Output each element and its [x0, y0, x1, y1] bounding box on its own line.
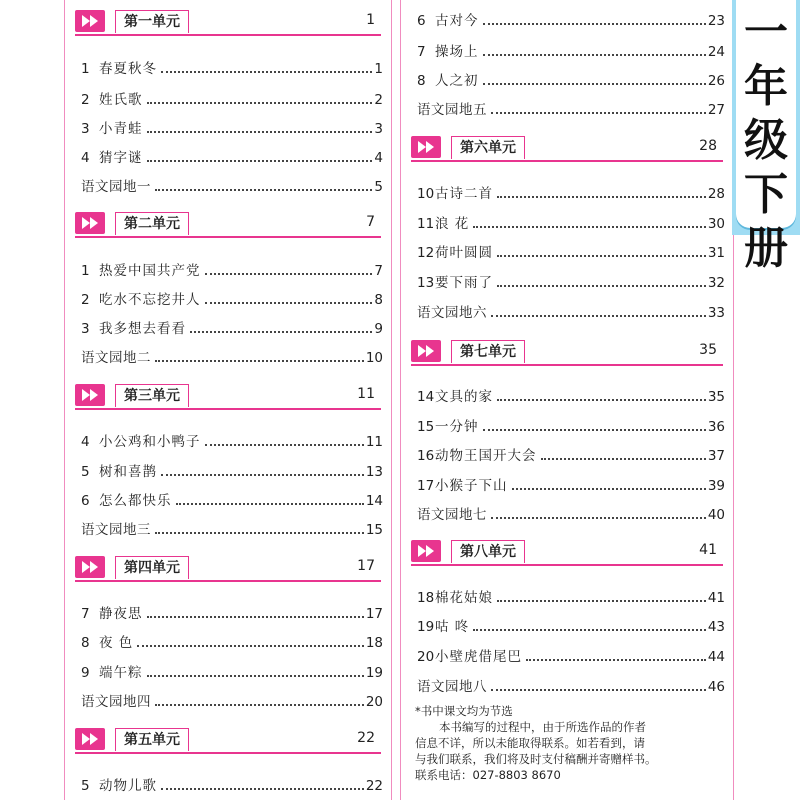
lesson-number: 16: [417, 448, 435, 464]
unit-title: 第八单元: [451, 540, 525, 563]
lesson-title: 小壁虎借尾巴: [435, 649, 522, 665]
excerpt-note: *书中课文均为节选: [415, 704, 513, 718]
toc-entry[interactable]: [81, 597, 383, 623]
dot-leader: [497, 196, 706, 198]
lesson-title: 我多想去看看: [99, 321, 186, 337]
toc-entry-garden[interactable]: [417, 93, 725, 119]
lesson-number: 8: [417, 73, 426, 89]
lesson-number: 9: [81, 665, 90, 681]
unit-header-7: [411, 340, 723, 366]
dot-leader: [147, 102, 373, 104]
toc-entry-garden[interactable]: [417, 670, 725, 696]
lesson-number: 7: [417, 44, 426, 60]
lesson-title: 热爱中国共产党: [99, 263, 201, 279]
dot-leader: [483, 429, 706, 431]
lesson-page: 31: [707, 245, 725, 261]
toc-entry[interactable]: [81, 769, 383, 795]
lesson-title: 春夏秋冬: [99, 61, 157, 77]
lesson-title: 古对今: [435, 13, 479, 29]
dot-leader: [147, 616, 364, 618]
dot-leader: [161, 788, 364, 790]
toc-entry[interactable]: [81, 312, 383, 338]
toc-entry-garden[interactable]: [81, 513, 383, 539]
lesson-number: 20: [417, 649, 435, 665]
lesson-title: 静夜思: [99, 606, 143, 622]
unit-page: 7: [366, 214, 375, 230]
lesson-number: 5: [81, 464, 90, 480]
lesson-number: 3: [81, 121, 90, 137]
dot-leader: [205, 444, 364, 446]
grade-char: 册: [744, 223, 788, 274]
dot-leader: [155, 360, 364, 362]
lesson-page: 15: [365, 522, 383, 538]
unit-title: 第二单元: [115, 212, 189, 235]
lesson-title: 怎么都快乐: [99, 493, 172, 509]
toc-entry[interactable]: [417, 640, 725, 666]
lesson-number: 5: [81, 778, 90, 794]
toc-entry[interactable]: [417, 35, 725, 61]
dot-leader: [526, 659, 706, 661]
lesson-number: 2: [81, 92, 90, 108]
dot-leader: [512, 488, 706, 490]
grade-char: 一: [744, 7, 788, 58]
unit-title: 第三单元: [115, 384, 189, 407]
toc-entry-garden[interactable]: [81, 341, 383, 367]
toc-entry[interactable]: [81, 141, 383, 167]
unit-header-8: [411, 540, 723, 566]
toc-entry-garden[interactable]: [417, 498, 725, 524]
toc-entry[interactable]: [417, 207, 725, 233]
lesson-number: 17: [417, 478, 435, 494]
lesson-title: 动物儿歌: [99, 778, 157, 794]
fast-forward-icon: [411, 340, 441, 362]
lesson-page: 4: [374, 150, 383, 166]
toc-entry[interactable]: [417, 439, 725, 465]
lesson-page: 26: [707, 73, 725, 89]
lesson-title: 小猴子下山: [435, 478, 508, 494]
unit-header-5: [75, 728, 381, 754]
lesson-title: 古诗二首: [435, 186, 493, 202]
toc-entry-garden[interactable]: [81, 685, 383, 711]
lesson-title: 夜 色: [99, 635, 134, 651]
toc-entry[interactable]: [417, 177, 725, 203]
lesson-page: 46: [707, 679, 725, 695]
unit-header-2: [75, 212, 381, 238]
toc-left-column: [64, 0, 392, 800]
unit-header-6: [411, 136, 723, 162]
lesson-number: 14: [417, 389, 435, 405]
lesson-page: 30: [707, 216, 725, 232]
toc-entry[interactable]: [417, 4, 725, 30]
unit-page: 41: [699, 542, 717, 558]
dot-leader: [483, 23, 706, 25]
lesson-page: 8: [374, 292, 383, 308]
lesson-title: 语文园地五: [417, 102, 487, 118]
lesson-page: 5: [374, 179, 383, 195]
lesson-title: 人之初: [435, 73, 479, 89]
dot-leader: [491, 517, 706, 519]
dot-leader: [155, 532, 364, 534]
unit-page: 35: [699, 342, 717, 358]
grade-char: 年: [744, 61, 788, 112]
dot-leader: [473, 226, 706, 228]
unit-page: 11: [357, 386, 375, 402]
lesson-page: 22: [365, 778, 383, 794]
lesson-page: 20: [365, 694, 383, 710]
lesson-title: 树和喜鹊: [99, 464, 157, 480]
fast-forward-icon: [411, 136, 441, 158]
lesson-title: 棉花姑娘: [435, 590, 493, 606]
lesson-page: 11: [365, 434, 383, 450]
grade-char: 级: [744, 115, 788, 166]
dot-leader: [161, 71, 372, 73]
lesson-number: 19: [417, 619, 435, 635]
toc-entry[interactable]: [417, 236, 725, 262]
lesson-title: 语文园地三: [81, 522, 151, 538]
lesson-page: 32: [707, 275, 725, 291]
toc-entry[interactable]: [81, 112, 383, 138]
lesson-number: 15: [417, 419, 435, 435]
lesson-title: 要下雨了: [435, 275, 493, 291]
lesson-page: 14: [365, 493, 383, 509]
lesson-number: 11: [417, 216, 435, 232]
unit-page: 28: [699, 138, 717, 154]
lesson-number: 4: [81, 150, 90, 166]
lesson-page: 2: [374, 92, 383, 108]
toc-entry[interactable]: [417, 610, 725, 636]
toc-entry[interactable]: [81, 656, 383, 682]
unit-title: 第七单元: [451, 340, 525, 363]
copyright-note-line: 与我们联系，我们将及时支付稿酬并寄赠样书。: [415, 752, 657, 766]
lesson-title: 端午粽: [99, 665, 143, 681]
toc-entry[interactable]: [417, 469, 725, 495]
lesson-title: 语文园地一: [81, 179, 151, 195]
unit-page: 22: [357, 730, 375, 746]
lesson-page: 28: [707, 186, 725, 202]
dot-leader: [147, 675, 364, 677]
lesson-title: 猜字谜: [99, 150, 143, 166]
fast-forward-icon: [75, 384, 105, 406]
lesson-page: 24: [707, 44, 725, 60]
lesson-title: 语文园地四: [81, 694, 151, 710]
toc-right-column: [400, 0, 734, 800]
lesson-page: 1: [374, 61, 383, 77]
fast-forward-icon: [411, 540, 441, 562]
dot-leader: [147, 131, 373, 133]
unit-page: 1: [366, 12, 375, 28]
lesson-page: 44: [707, 649, 725, 665]
lesson-number: 7: [81, 606, 90, 622]
dot-leader: [483, 83, 706, 85]
dot-leader: [176, 503, 364, 505]
unit-header-3: [75, 384, 381, 410]
dot-leader: [137, 645, 364, 647]
toc-entry[interactable]: [81, 626, 383, 652]
toc-entry[interactable]: [81, 83, 383, 109]
toc-entry[interactable]: [417, 380, 725, 406]
lesson-page: 36: [707, 419, 725, 435]
lesson-page: 43: [707, 619, 725, 635]
unit-title: 第六单元: [451, 136, 525, 159]
dot-leader: [497, 255, 706, 257]
lesson-page: 39: [707, 478, 725, 494]
lesson-number: 10: [417, 186, 435, 202]
lesson-number: 1: [81, 263, 90, 279]
toc-entry[interactable]: [417, 410, 725, 436]
unit-title: 第五单元: [115, 728, 189, 751]
contact-phone: 联系电话：027-8803 8670: [415, 768, 561, 782]
lesson-title: 语文园地六: [417, 305, 487, 321]
lesson-number: 2: [81, 292, 90, 308]
toc-entry[interactable]: [417, 581, 725, 607]
lesson-title: 咕 咚: [435, 619, 470, 635]
toc-entry[interactable]: [417, 64, 725, 90]
lesson-number: 1: [81, 61, 90, 77]
lesson-page: 27: [707, 102, 725, 118]
unit-page: 17: [357, 558, 375, 574]
toc-entry[interactable]: [81, 425, 383, 451]
dot-leader: [161, 474, 364, 476]
lesson-title: 动物王国开大会: [435, 448, 537, 464]
toc-entry[interactable]: [81, 254, 383, 280]
lesson-page: 41: [707, 590, 725, 606]
unit-title: 第一单元: [115, 10, 189, 33]
copyright-note-line: 本书编写的过程中，由于所选作品的作者: [439, 720, 646, 734]
toc-entry-garden[interactable]: [417, 296, 725, 322]
toc-entry[interactable]: [81, 283, 383, 309]
lesson-page: 17: [365, 606, 383, 622]
dot-leader: [491, 315, 706, 317]
toc-entry[interactable]: [417, 266, 725, 292]
dot-leader: [147, 160, 373, 162]
toc-entry[interactable]: [81, 484, 383, 510]
lesson-title: 小青蛙: [99, 121, 143, 137]
dot-leader: [483, 54, 706, 56]
lesson-page: 35: [707, 389, 725, 405]
toc-entry[interactable]: [81, 455, 383, 481]
fast-forward-icon: [75, 10, 105, 32]
lesson-page: 9: [374, 321, 383, 337]
dot-leader: [190, 331, 372, 333]
toc-entry[interactable]: [81, 52, 383, 78]
dot-leader: [541, 458, 706, 460]
lesson-page: 33: [707, 305, 725, 321]
lesson-number: 4: [81, 434, 90, 450]
dot-leader: [473, 629, 706, 631]
lesson-title: 语文园地八: [417, 679, 487, 695]
lesson-title: 操场上: [435, 44, 479, 60]
fast-forward-icon: [75, 212, 105, 234]
dot-leader: [155, 704, 364, 706]
lesson-title: 吃水不忘挖井人: [99, 292, 201, 308]
grade-label: [736, 6, 796, 276]
dot-leader: [497, 600, 706, 602]
lesson-page: 13: [365, 464, 383, 480]
lesson-page: 23: [707, 13, 725, 29]
dot-leader: [155, 189, 372, 191]
dot-leader: [491, 112, 706, 114]
lesson-title: 文具的家: [435, 389, 493, 405]
lesson-page: 3: [374, 121, 383, 137]
lesson-number: 13: [417, 275, 435, 291]
lesson-title: 语文园地七: [417, 507, 487, 523]
lesson-number: 8: [81, 635, 90, 651]
grade-char: 下: [744, 169, 788, 220]
lesson-title: 语文园地二: [81, 350, 151, 366]
lesson-page: 37: [707, 448, 725, 464]
unit-title: 第四单元: [115, 556, 189, 579]
fast-forward-icon: [75, 728, 105, 750]
lesson-page: 19: [365, 665, 383, 681]
lesson-title: 荷叶圆圆: [435, 245, 493, 261]
lesson-page: 7: [374, 263, 383, 279]
dot-leader: [491, 689, 706, 691]
toc-entry-garden[interactable]: [81, 170, 383, 196]
dot-leader: [497, 285, 706, 287]
lesson-title: 一分钟: [435, 419, 479, 435]
lesson-page: 10: [365, 350, 383, 366]
lesson-page: 18: [365, 635, 383, 651]
unit-header-4: [75, 556, 381, 582]
lesson-number: 18: [417, 590, 435, 606]
copyright-note-line: 信息不详，所以未能取得联系。如若看到，请: [415, 736, 645, 750]
dot-leader: [205, 302, 373, 304]
lesson-number: 12: [417, 245, 435, 261]
lesson-number: 6: [417, 13, 426, 29]
lesson-number: 6: [81, 493, 90, 509]
fast-forward-icon: [75, 556, 105, 578]
lesson-number: 3: [81, 321, 90, 337]
lesson-title: 浪 花: [435, 216, 470, 232]
dot-leader: [497, 399, 706, 401]
lesson-title: 姓氏歌: [99, 92, 143, 108]
lesson-page: 40: [707, 507, 725, 523]
dot-leader: [205, 273, 373, 275]
lesson-title: 小公鸡和小鸭子: [99, 434, 201, 450]
unit-header-1: [75, 10, 381, 36]
